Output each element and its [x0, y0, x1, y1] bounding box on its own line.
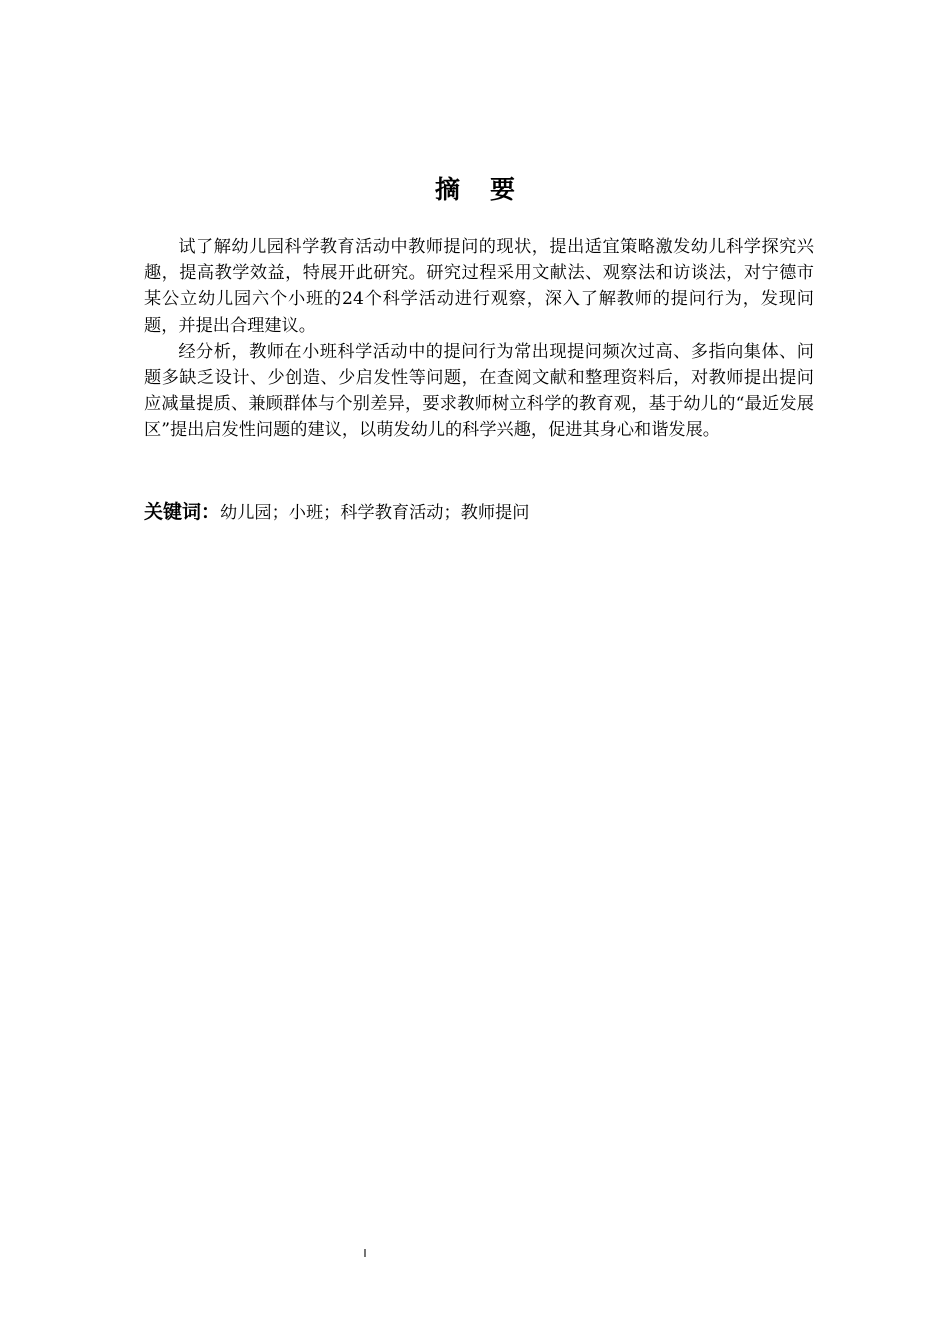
page-number: I [363, 1247, 367, 1260]
abstract-body [144, 234, 814, 444]
keywords-list: 幼儿园；小班；科学教育活动；教师提问 [220, 503, 530, 523]
abstract-title: 摘要 [434, 175, 545, 204]
abstract-paragraph-2: 经分析，教师在小班科学活动中的提问行为常出现提问频次过高、多指向集体、问题多缺乏设计、少创造、少启发性等问题，在查阅文献和整理资料后，对教师提出提问应减量提质、兼顾群体与个别差异，要求教师树立科学的教育观，基于幼儿的“最近发展区”提出启发性问题的建议，以萌发幼儿的科学兴趣，促进其身心和谐发展。 [144, 341, 814, 441]
keywords-label: 关键词： [144, 501, 221, 523]
keywords-line [144, 498, 814, 527]
abstract-paragraph-1: 试了解幼儿园科学教育活动中教师提问的现状，提出适宜策略激发幼儿科学探究兴趣，提高教学效益，特展开此研究。研究过程采用文献法、观察法和访谈法，对宁德市某公立幼儿园六个小班的24个科学活动进行观察，深入了解教师的提问行为，发现问题，并提出合理建议。 [144, 237, 814, 336]
